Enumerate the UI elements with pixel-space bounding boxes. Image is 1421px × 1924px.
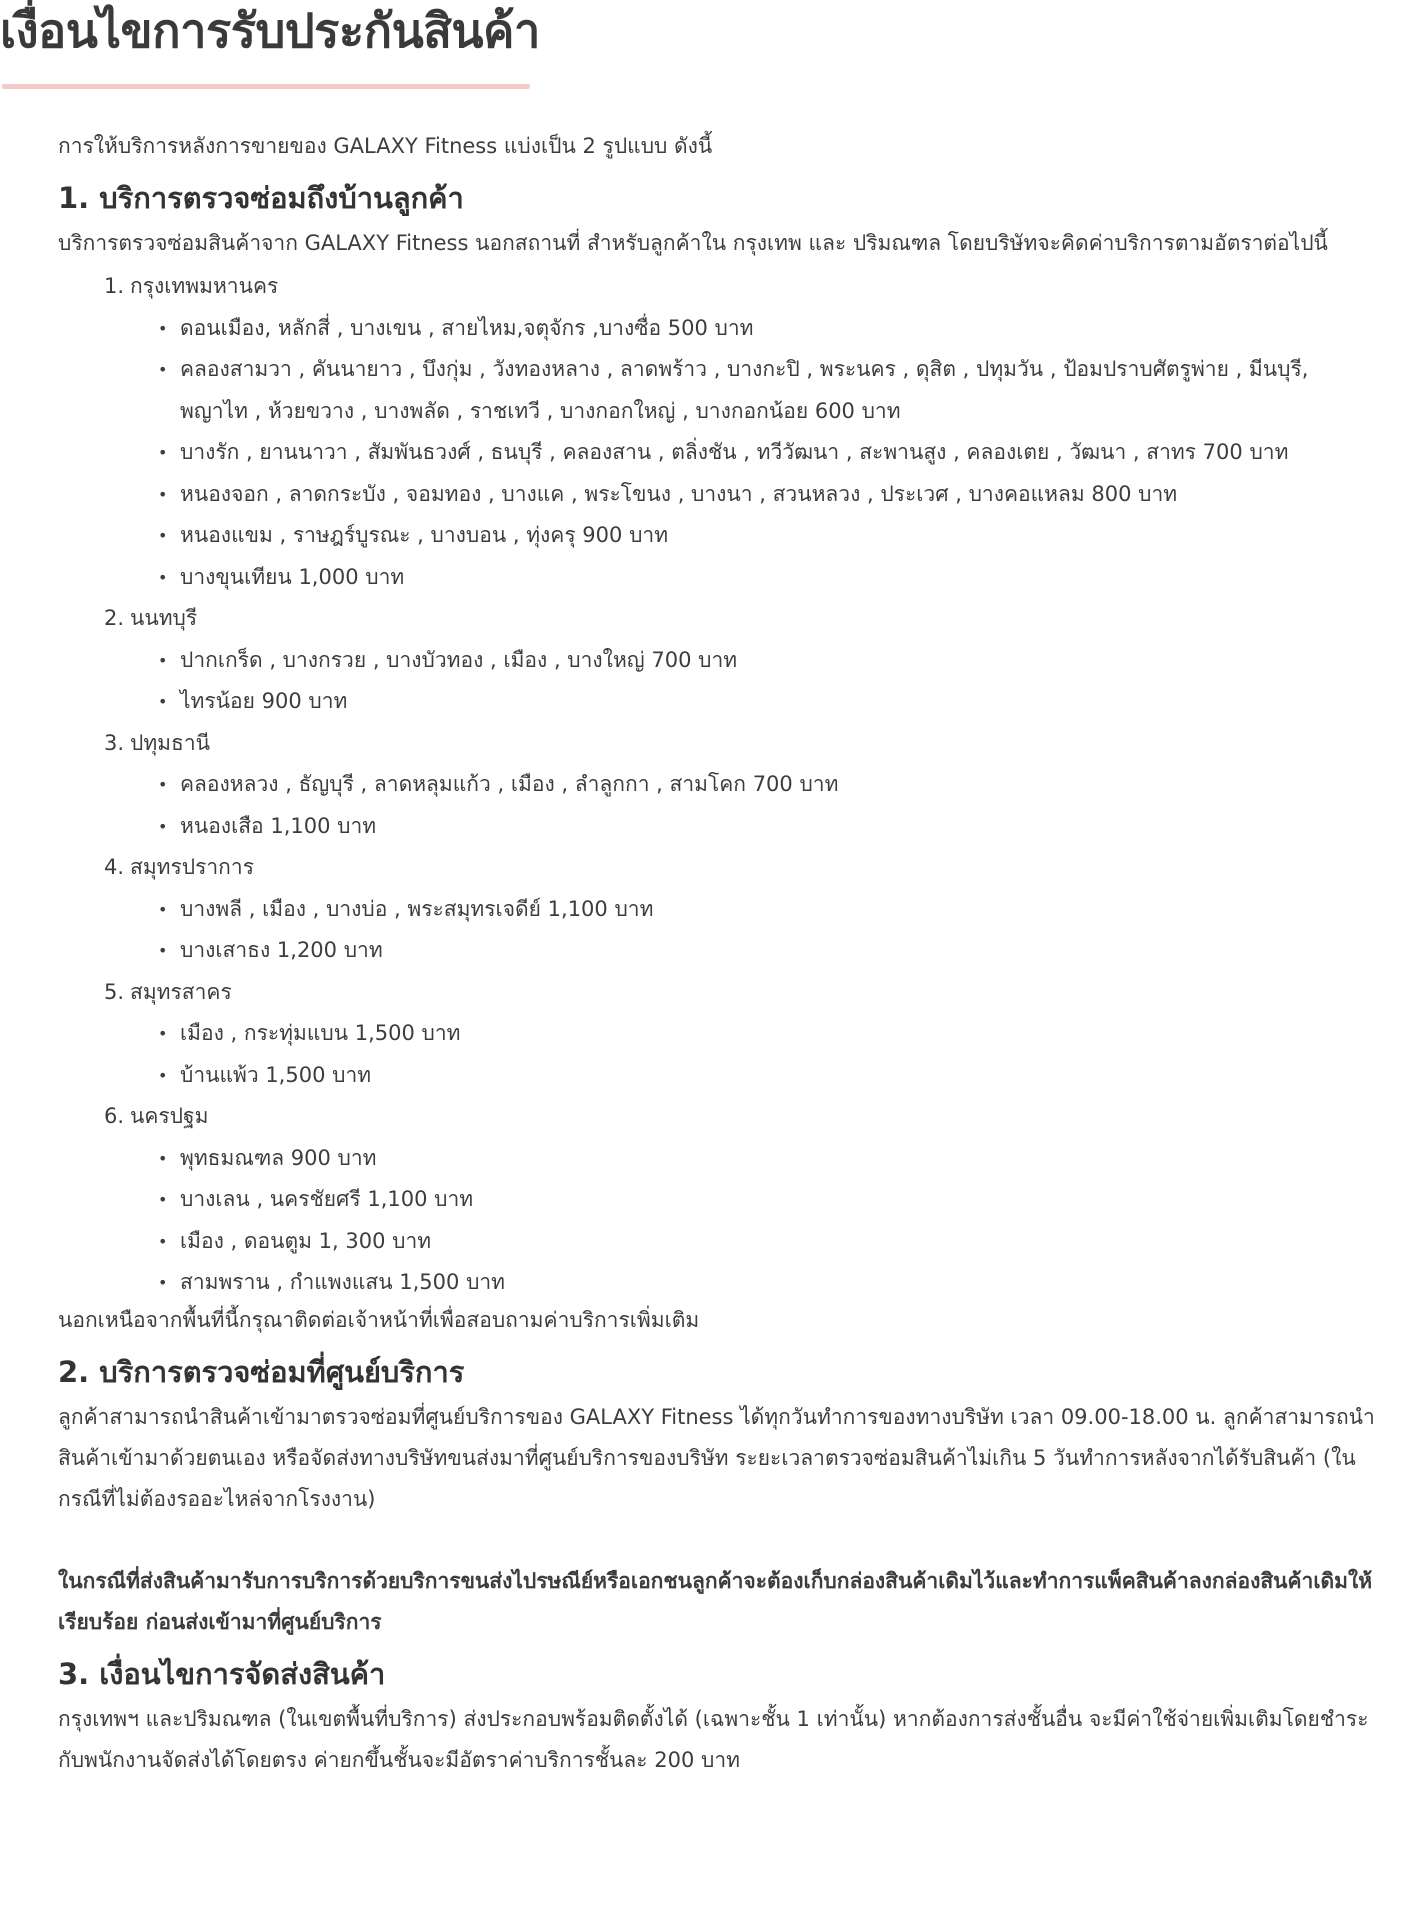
bullet-icon: • — [158, 318, 168, 338]
bullet-icon: • — [158, 1024, 168, 1043]
district-text: เมือง , ดอนตูม 1, 300 บาท — [180, 1228, 432, 1253]
district-list — [58, 640, 1418, 723]
district-text: พุทธมณฑล 900 บาท — [180, 1145, 377, 1170]
district-item — [58, 764, 1370, 806]
region-name: นครปฐม — [130, 1104, 209, 1128]
district-text: บางพลี , เมือง , บางบ่อ , พระสมุทรเจดีย์ 1,100 บาท — [180, 896, 654, 921]
bullet-icon: • — [158, 692, 168, 711]
region-name: ปทุมธานี — [130, 730, 210, 755]
district-text: สามพราน , กำแพงแสน 1,500 บาท — [180, 1270, 506, 1294]
district-text: ดอนเมือง, หลักสี่ , บางเขน , สายไหม,จตุจักร ,บางซื่อ 500 บาท — [180, 315, 754, 340]
region-item — [58, 847, 1418, 972]
district-item — [58, 308, 1370, 350]
region-list — [58, 266, 1418, 1304]
district-text: บ้านแพ้ว 1,500 บาท — [180, 1062, 372, 1087]
section2-heading: 2. บริการตรวจซ่อมที่ศูนย์บริการ — [58, 1354, 465, 1389]
district-text: หนองแขม , ราษฎร์บูรณะ , บางบอน , ทุ่งครุ 900 บาท — [180, 523, 669, 547]
district-item — [58, 1055, 1370, 1097]
region-heading — [58, 598, 1418, 640]
district-item — [58, 640, 1370, 682]
title-underline — [2, 84, 530, 89]
region-heading — [58, 1096, 1418, 1138]
district-item — [58, 681, 1370, 723]
region-item — [58, 723, 1418, 848]
section1-description: บริการตรวจซ่อมสินค้าจาก GALAXY Fitness นอกสถานที่ สำหรับลูกค้าใน กรุงเทพ และ ปริมณฑล โดยบริษัทจะคิดค่าบริการตามอัตราต่อไปนี้ — [58, 231, 1328, 255]
bullet-icon: • — [158, 650, 168, 670]
district-text: ไทรน้อย 900 บาท — [180, 689, 348, 713]
district-item — [58, 1138, 1370, 1180]
district-list — [58, 1013, 1418, 1096]
region-number: 4. — [104, 855, 125, 879]
district-list — [58, 764, 1418, 847]
district-text: หนองจอก , ลาดกระบัง , จอมทอง , บางแค , พระโขนง , บางนา , สวนหลวง , ประเวศ , บางคอแหลม 800 บาท — [180, 481, 1178, 506]
district-text: บางขุนเทียน 1,000 บาท — [180, 564, 405, 589]
region-name: นนทบุรี — [130, 606, 198, 630]
bullet-icon: • — [158, 775, 168, 794]
bullet-icon: • — [158, 1148, 168, 1168]
region-number: 5. — [104, 979, 125, 1004]
district-item — [58, 1221, 1370, 1263]
bullet-icon: • — [158, 899, 168, 919]
district-item — [58, 515, 1370, 557]
region-item — [58, 598, 1418, 723]
region-item — [58, 1096, 1418, 1304]
region-number: 6. — [104, 1104, 125, 1128]
bullet-icon: • — [158, 443, 168, 462]
region-name: สมุทรปราการ — [130, 855, 254, 879]
district-text: คลองหลวง , ธัญบุรี , ลาดหลุมแก้ว , เมือง , ลำลูกกา , สามโคก 700 บาท — [180, 772, 839, 796]
section2-paragraph: ลูกค้าสามารถนำสินค้าเข้ามาตรวจซ่อมที่ศูนย์บริการของ GALAXY Fitness ได้ทุกวันทำการของทางบริษัท เวลา 09.00-18.00 น. ลูกค้าสามารถนำสินค้าเข้ามาด้วยตนเอง หรือจัดส่งทางบริษัทขนส่งมาที่ศูนย์บริการของบริษัท ระยะเวลาตรวจซ่อมสินค้าไม่เกิน 5 วันทำการหลังจากได้รับสินค้า (ในกรณีที่ไม่ต้องรออะไหล่จากโรงงาน) — [58, 1404, 1375, 1511]
bullet-icon: • — [158, 941, 168, 960]
district-item — [58, 1013, 1370, 1055]
region-heading — [58, 266, 1418, 308]
region-number: 3. — [104, 730, 125, 755]
section1-heading: 1. บริการตรวจซ่อมถึงบ้านลูกค้า — [58, 181, 464, 215]
district-text: เมือง , กระทุ่มแบน 1,500 บาท — [180, 1021, 461, 1045]
region-heading — [58, 972, 1418, 1014]
section2-bold-note: ในกรณีที่ส่งสินค้ามารับการบริการด้วยบริการขนส่งไปรษณีย์หรือเอกชนลูกค้าจะต้องเก็บกล่องสินค้าเดิมไว้และทำการแพ็คสินค้าลงกล่องสินค้าเดิมให้เรียบร้อย ก่อนส่งเข้ามาที่ศูนย์บริการ — [58, 1568, 1373, 1634]
district-list — [58, 308, 1418, 599]
district-list — [58, 889, 1418, 972]
bullet-icon: • — [158, 1065, 168, 1085]
region-name: สมุทรสาคร — [130, 979, 232, 1004]
district-item — [58, 806, 1370, 848]
bullet-icon: • — [158, 526, 168, 545]
district-text: ปากเกร็ด , บางกรวย , บางบัวทอง , เมือง , บางใหญ่ 700 บาท — [180, 647, 738, 672]
district-text: บางรัก , ยานนาวา , สัมพันธวงศ์ , ธนบุรี , คลองสาน , ตลิ่งชัน , ทวีวัฒนา , สะพานสูง , คลองเตย , วัฒนา , สาทร 700 บาท — [180, 440, 1289, 464]
section3-heading: 3. เงื่อนไขการจัดส่งสินค้า — [58, 1656, 386, 1691]
article-content — [58, 126, 1418, 1781]
region-number: 1. — [104, 274, 125, 298]
district-text: บางเลน , นครชัยศรี 1,100 บาท — [180, 1187, 474, 1211]
region-item — [58, 972, 1418, 1097]
region-number: 2. — [104, 606, 125, 630]
district-text: คลองสามวา , คันนายาว , บึงกุ่ม , วังทองหลาง , ลาดพร้าว , บางกะปิ , พระนคร , ดุสิต , ปทุมวัน , ป้อมปราบศัตรูพ่าย , มีนบุรี, พญาไท , ห้วยขวาง , บางพลัด , ราชเทวี , บางกอกใหญ่ , บางกอกน้อย 600 บาท — [180, 357, 1309, 423]
district-item — [58, 889, 1370, 931]
region-heading — [58, 723, 1418, 765]
district-item — [58, 474, 1370, 516]
district-item — [58, 930, 1370, 972]
page-title: เงื่อนไขการรับประกันสินค้า — [0, 4, 540, 59]
region-heading — [58, 847, 1418, 889]
section3-paragraph: กรุงเทพฯ และปริมณฑล (ในเขตพื้นที่บริการ) ส่งประกอบพร้อมติดตั้งได้ (เฉพาะชั้น 1 เท่านั้น) หากต้องการส่งชั้นอื่น จะมีค่าใช้จ่ายเพิ่มเติมโดยชำระกับพนักงานจัดส่งได้โดยตรง ค่ายกขึ้นชั้นจะมีอัตราค่าบริการชั้นละ 200 บาท — [58, 1706, 1369, 1772]
intro-text: การให้บริการหลังการขายของ GALAXY Fitness แบ่งเป็น 2 รูปแบบ ดังนี้ — [58, 134, 713, 158]
bullet-icon: • — [158, 360, 168, 379]
district-item — [58, 1179, 1370, 1221]
bullet-icon: • — [158, 1273, 168, 1292]
bullet-icon: • — [158, 1231, 168, 1251]
region-name: กรุงเทพมหานคร — [130, 274, 279, 298]
bullet-icon: • — [158, 816, 168, 836]
region-item — [58, 266, 1418, 598]
bullet-icon: • — [158, 1190, 168, 1209]
district-item — [58, 1262, 1370, 1304]
bullet-icon: • — [158, 484, 168, 504]
district-text: บางเสาธง 1,200 บาท — [180, 938, 383, 962]
district-list — [58, 1138, 1418, 1304]
section1-footer-note: นอกเหนือจากพื้นที่นี้กรุณาติดต่อเจ้าหน้าที่เพื่อสอบถามค่าบริการเพิ่มเติม — [58, 1307, 700, 1332]
district-item — [58, 432, 1370, 474]
district-item — [58, 349, 1370, 432]
district-item — [58, 557, 1370, 599]
bullet-icon: • — [158, 567, 168, 587]
district-text: หนองเสือ 1,100 บาท — [180, 813, 377, 838]
